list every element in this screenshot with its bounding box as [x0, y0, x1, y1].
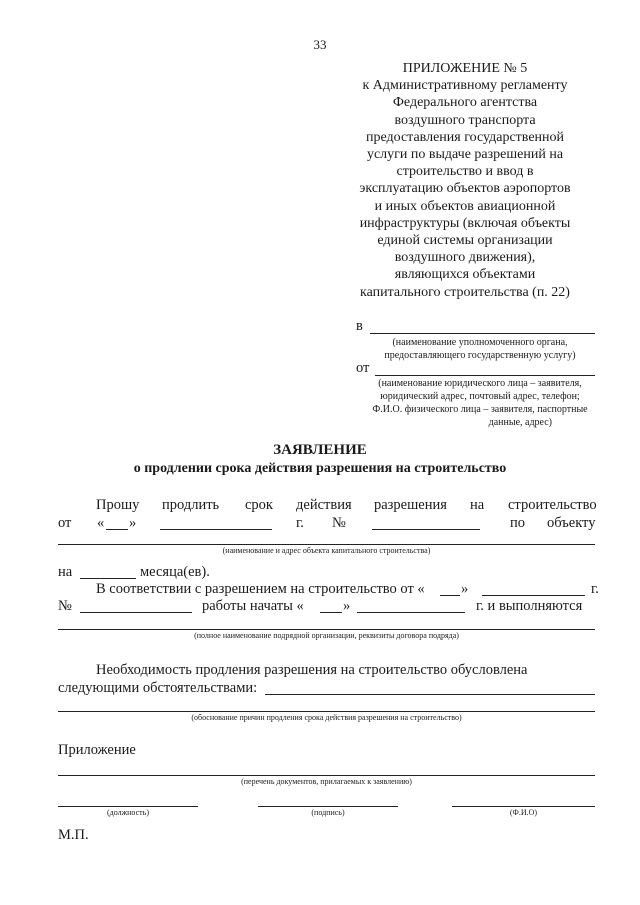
- position-field[interactable]: [58, 806, 198, 807]
- full-name-caption: (Ф.И.О): [509, 808, 538, 817]
- header-line: капитального строительства (п. 22): [360, 284, 570, 300]
- permit-day-field[interactable]: [106, 529, 128, 530]
- header-line: воздушного транспорта: [394, 112, 536, 128]
- body-word: срок: [245, 497, 273, 513]
- header-line: единой системы организации: [377, 233, 553, 249]
- body-word: по: [510, 515, 526, 531]
- header-line: к Административному регламенту: [362, 78, 568, 94]
- signature-caption: (подпись): [311, 808, 345, 817]
- body-word: продлить: [162, 497, 220, 513]
- body-word: от: [58, 515, 72, 531]
- body-text: г. и выполняются: [476, 598, 583, 614]
- reasons-caption: (обоснование причин продления срока действия разрешения на строительство): [191, 713, 462, 722]
- caption-line: (наименование юридического лица – заявителя,: [378, 378, 582, 389]
- months-field[interactable]: [80, 578, 136, 579]
- body-word: строительство: [508, 497, 597, 513]
- body-word: на: [58, 564, 73, 580]
- body-word: г.: [591, 581, 599, 597]
- signature-field[interactable]: [258, 806, 398, 807]
- header-line: и иных объектов авиационной: [374, 198, 556, 214]
- necessity-text: Необходимость продления разрешения на строительство обусловлена: [96, 662, 528, 678]
- stamp-label: М.П.: [58, 827, 89, 843]
- reasons-field-2[interactable]: [58, 711, 595, 712]
- caption-line: Ф.И.О. физического лица – заявителя, паспортные: [372, 404, 588, 415]
- header-line: предоставления государственной: [365, 129, 565, 145]
- caption-line: (наименование уполномоченного органа,: [392, 337, 568, 348]
- object-caption: (наименование и адрес объекта капитального строительства): [222, 546, 431, 555]
- from-field[interactable]: [375, 375, 595, 376]
- caption-line: данные, адрес): [488, 417, 552, 428]
- header-line: услуги по выдаче разрешений на: [366, 147, 564, 163]
- header-line: инфраструктуры (включая объекты: [359, 215, 571, 231]
- permit2-number-field[interactable]: [80, 612, 192, 613]
- contractor-caption: (полное наименование подрядной организации, реквизиты договора подряда): [194, 631, 459, 640]
- full-name-field[interactable]: [452, 806, 595, 807]
- header-line: строительство и ввод в: [396, 164, 534, 180]
- body-text: В соответствии с разрешением на строительство от «: [96, 581, 425, 597]
- body-word: №: [332, 515, 346, 531]
- quote-open: «: [97, 515, 105, 531]
- from-caption: [360, 377, 600, 429]
- permit2-month-field[interactable]: [482, 595, 585, 596]
- attachment-field[interactable]: [58, 775, 595, 776]
- object-field[interactable]: [58, 544, 595, 545]
- header-line: являющихся объектами: [394, 267, 536, 283]
- body-word: на: [470, 497, 485, 513]
- attachment-label: Приложение: [58, 742, 136, 758]
- to-caption: [360, 336, 600, 362]
- permit2-day-field[interactable]: [440, 595, 460, 596]
- body-word: Прошу: [96, 497, 140, 513]
- to-field[interactable]: [370, 333, 595, 334]
- from-label: от: [356, 360, 370, 376]
- permit-month-field[interactable]: [160, 529, 272, 530]
- contractor-field[interactable]: [58, 629, 595, 630]
- works-month-field[interactable]: [357, 612, 465, 613]
- body-word: объекту: [547, 515, 596, 531]
- position-caption: (должность): [107, 808, 149, 817]
- appendix-header: [335, 60, 595, 301]
- document-subtitle: о продлении срока действия разрешения на строительство: [133, 461, 507, 476]
- works-day-field[interactable]: [320, 612, 342, 613]
- document-title: ЗАЯВЛЕНИЕ: [273, 442, 367, 458]
- body-word: месяца(ев).: [140, 564, 210, 580]
- body-word: №: [58, 598, 72, 614]
- reasons-field-1[interactable]: [265, 694, 595, 695]
- header-line: воздушного движения),: [394, 250, 536, 266]
- header-line: эксплуатацию объектов аэропортов: [359, 181, 571, 197]
- to-label: в: [356, 318, 363, 334]
- attachment-caption: (перечень документов, прилагаемых к заявлению): [241, 777, 412, 786]
- body-word: действия: [296, 497, 352, 513]
- necessity-text: следующими обстоятельствами:: [58, 680, 258, 696]
- quote-close: »: [343, 598, 351, 614]
- caption-line: предоставляющего государственную услугу): [384, 350, 576, 361]
- header-line: ПРИЛОЖЕНИЕ № 5: [402, 61, 528, 76]
- permit-number-field[interactable]: [372, 529, 480, 530]
- quote-close: »: [461, 581, 469, 597]
- body-word: г.: [296, 515, 304, 531]
- page-number: 33: [313, 37, 327, 52]
- header-line: Федерального агентства: [392, 95, 538, 111]
- quote-close: »: [129, 515, 137, 531]
- body-text: работы начаты «: [202, 598, 304, 614]
- caption-line: юридический адрес, почтовый адрес, телефон;: [380, 391, 580, 402]
- body-word: разрешения: [374, 497, 447, 513]
